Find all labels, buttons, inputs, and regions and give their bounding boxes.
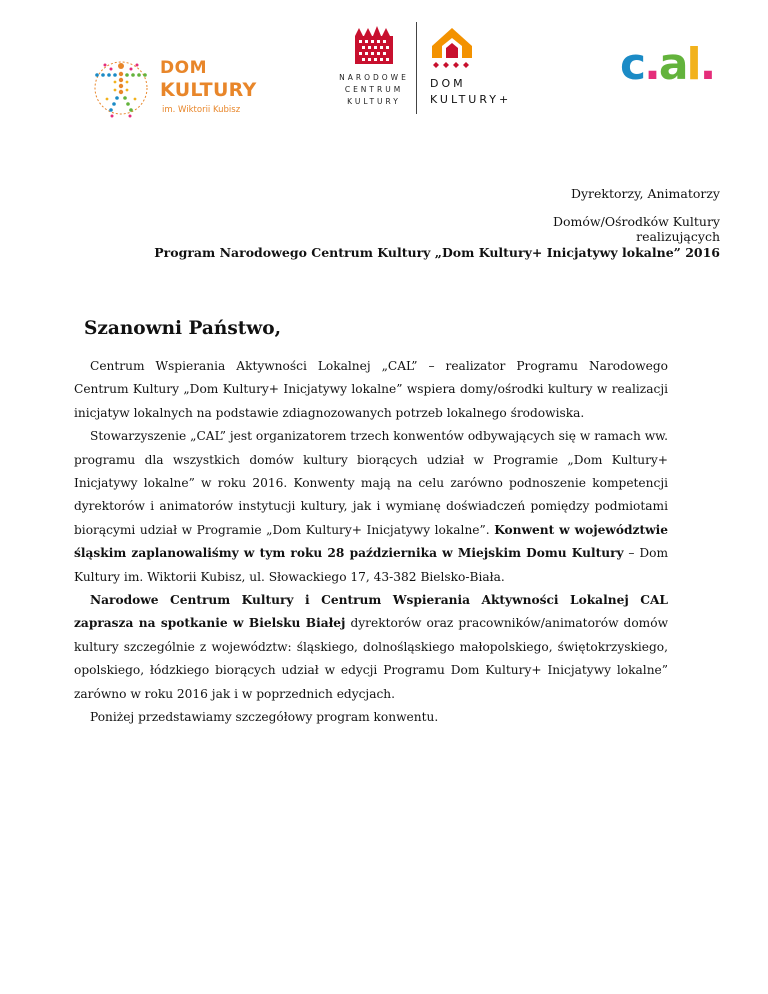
cal-letter-c: c: [620, 39, 645, 90]
paragraph-3: [74, 589, 668, 706]
paragraph-4: Poniżej przedstawiamy szczegółowy program konwentu.: [90, 710, 439, 725]
paragraph-3-bold: Narodowe Centrum Kultury i Centrum Wspierania Aktywności Lokalnej CAL zaprasza na spotkanie w Bielsku Białej: [74, 593, 668, 631]
addressee-spacer: [154, 202, 720, 214]
dk-logo-line2: KULTURY: [160, 79, 257, 101]
dk-logo-line1: DOM: [160, 58, 207, 78]
addressee-line-3: realizujących: [636, 229, 720, 244]
paragraph-2: [74, 425, 668, 589]
logo-header: [0, 0, 768, 140]
addressee-line-1: Dyrektorzy, Animatorzy: [570, 186, 720, 201]
dkp-line-1: DOM: [430, 77, 466, 90]
paragraph-3-text: dyrektorów oraz pracowników/animatorów domów kultury szczególnie z województw: śląskiego, dolnośląskiego małopolskiego, świętokrzyskiego, opolskiego, łódzkiego biorących udział w edycji Programu Dom Kultury+ Inicjatywy lokalne” zarówno w roku 2016 jak i w poprzednich edycjach.: [74, 616, 668, 701]
logo-divider: [416, 22, 417, 114]
paragraph-2-text-a: Stowarzyszenie „CAL” jest organizatorem trzech konwentów odbywających się w ramach ww. programu dla wszystkich domów kultury biorących udział w Programie „Dom Kultury+ Inicjatywy lokalne” w roku 2016. Konwenty mają na celu zarówno podnoszenie kompetencji dyrektorów i animatorów instytucji kultury, jak i wymianę doświadczeń pomiędzy podmiotami biorącymi udział w Programie „Dom Kultury+ Inicjatywy lokalne”.: [74, 429, 668, 537]
nck-logo-text: [336, 72, 412, 108]
dkp-logo-text: [430, 76, 511, 108]
cal-letter-a: a: [658, 39, 687, 90]
dkp-line-2: KULTURY+: [430, 93, 512, 106]
nck-line-2: CENTRUM: [344, 85, 404, 94]
salutation: Szanowni Państwo,: [84, 318, 282, 339]
cal-logo: [620, 39, 715, 92]
paragraph-2-text-c: – Dom Kultury im. Wiktorii Kubisz, ul. Słowackiego 17, 43-382 Bielsko-Biała.: [74, 546, 668, 584]
cal-dot-2: .: [699, 39, 715, 90]
letter-body: [74, 355, 668, 730]
nck-crown-icon: [336, 26, 412, 66]
nck-logo: [336, 26, 412, 110]
nck-line-3: KULTURY: [347, 97, 401, 106]
cal-logo-word: [620, 39, 715, 90]
dom-kultury-plus-logo: [428, 24, 538, 114]
addressee-line-4: Program Narodowego Centrum Kultury „Dom Kultury+ Inicjatywy lokalne” 2016: [154, 244, 720, 260]
house-roof-icon: [428, 24, 478, 72]
addressee-block: [154, 186, 720, 260]
nck-line-1: NARODOWE: [339, 73, 409, 82]
dk-logo-line3: im. Wiktorii Kubisz: [162, 105, 241, 115]
cal-letter-l: l: [686, 39, 700, 90]
dom-kultury-logo: [84, 52, 257, 122]
paragraph-2-bold: Konwent w województwie śląskim zaplanowaliśmy w tym roku 28 października w Miejskim Domu Kultury: [74, 522, 668, 561]
cal-dot-1: .: [644, 39, 659, 90]
addressee-line-2: Domów/Ośrodków Kultury: [553, 213, 720, 229]
vitruvian-figure-icon: [84, 52, 158, 122]
paragraph-1: Centrum Wspierania Aktywności Lokalnej „CAL” – realizator Programu Narodowego Centrum Kultury „Dom Kultury+ Inicjatywy lokalne” wspiera domy/ośrodki kultury w realizacji inicjatyw lokalnych na podstawie zdiagnozowanych potrzeb lokalnego środowiska.: [74, 359, 668, 420]
